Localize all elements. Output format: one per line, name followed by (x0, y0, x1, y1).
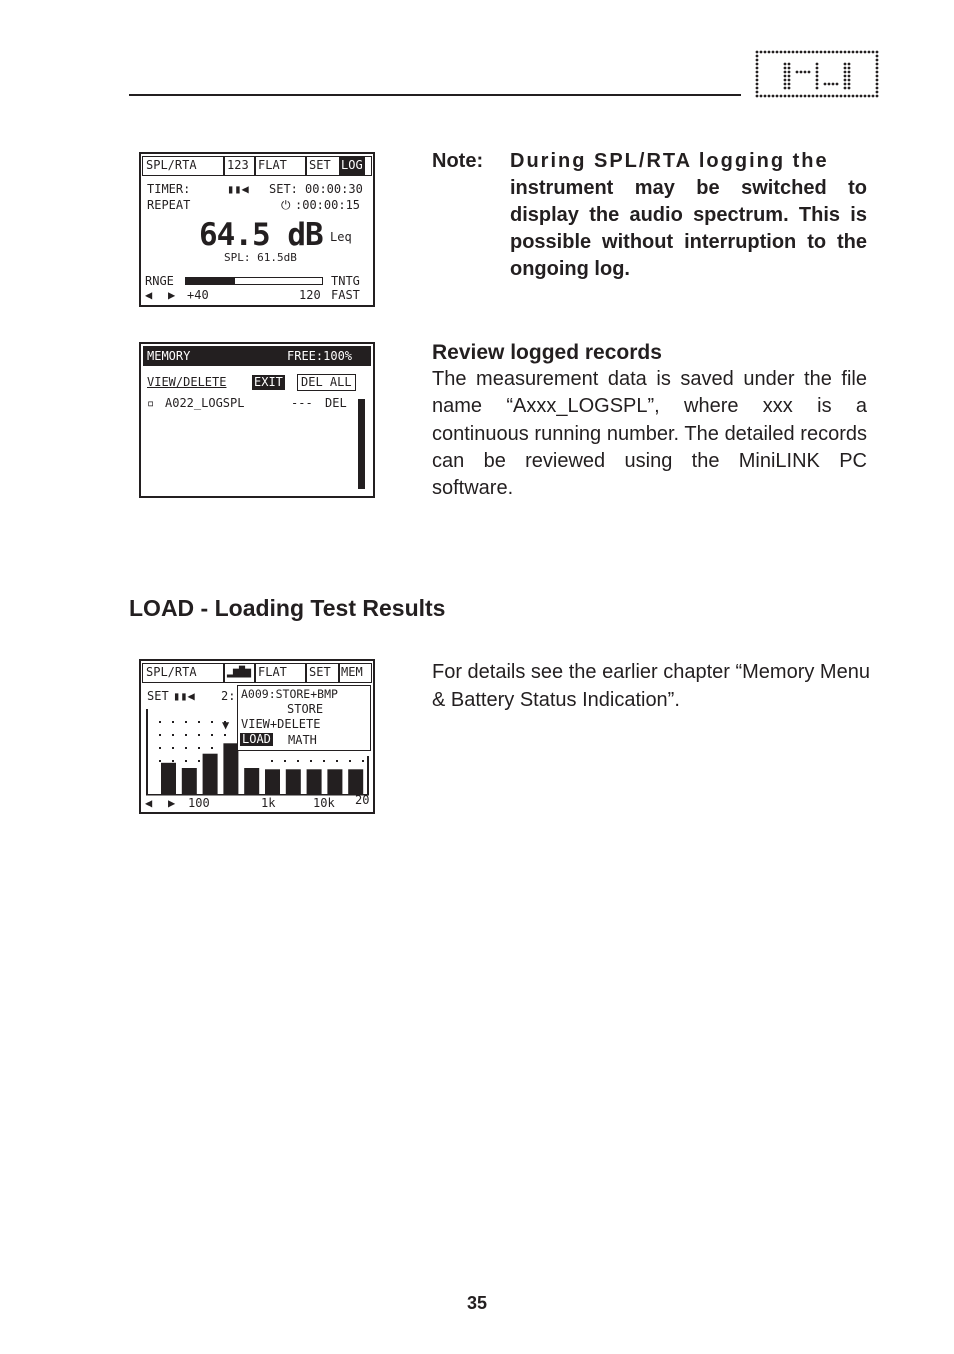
memory-free: FREE:100% (287, 349, 353, 363)
logo-dot (756, 59, 759, 62)
x-tick-label: 100 (188, 796, 210, 810)
logo-dot (756, 51, 759, 54)
logo-dot (784, 63, 787, 66)
logo-dot (776, 95, 779, 98)
leq-unit: Leq (330, 230, 352, 244)
range-min: +40 (187, 288, 209, 302)
range-max: 120 (299, 288, 321, 302)
lcd-screen-spl-log (139, 152, 375, 307)
logo-dot (788, 87, 791, 90)
logo-dot (828, 51, 831, 54)
logo-dot (824, 83, 827, 86)
arrow-down-icon: ▼ (222, 718, 230, 732)
timer-label: TIMER: (147, 182, 191, 196)
spl-readout: SPL: 61.5dB (224, 251, 297, 264)
logo-dot (876, 55, 879, 58)
logo-dot (824, 51, 827, 54)
logo-dot (784, 95, 787, 98)
lcd-tab: SPL/RTA (146, 158, 197, 172)
lcd-tab-active: LOG (339, 157, 365, 175)
logo-dot (848, 67, 851, 70)
logo-dot (756, 75, 759, 78)
logo-dot (844, 83, 847, 86)
logo-dot (876, 91, 879, 94)
logo-dot (772, 95, 775, 98)
logo-dot (852, 95, 855, 98)
logo-dot (832, 95, 835, 98)
logo-dot (844, 51, 847, 54)
tab-divider (223, 156, 225, 176)
grid-dot (198, 721, 200, 723)
spectrum-bar (244, 768, 259, 794)
grid-dot (159, 734, 161, 736)
grid-dot (185, 747, 187, 749)
logo-dot (772, 51, 775, 54)
x-tick-label: 20 (355, 793, 370, 807)
logo-dot (828, 83, 831, 86)
logo-dot (764, 95, 767, 98)
grid-dot (224, 747, 226, 749)
file-marker-icon: ▫ (147, 396, 155, 410)
logo-dot (756, 79, 759, 82)
spectrum-bar (265, 769, 280, 794)
logo-dot (756, 67, 759, 70)
logo-dot (784, 87, 787, 90)
logo-dot (864, 95, 867, 98)
logo-dot (768, 95, 771, 98)
logo-dot (856, 51, 859, 54)
logo-dot (800, 71, 803, 74)
memory-title: MEMORY (147, 349, 191, 363)
logo-dot (784, 79, 787, 82)
logo-dot (788, 75, 791, 78)
logo-dot (768, 51, 771, 54)
grid-dot (198, 747, 200, 749)
logo-dot (756, 71, 759, 74)
logo-dot (784, 51, 787, 54)
logo-dot (756, 55, 759, 58)
logo-dot (836, 95, 839, 98)
logo-dot (876, 51, 879, 54)
logo-dot (796, 51, 799, 54)
right-scale (367, 756, 369, 794)
logo-dot (848, 63, 851, 66)
spectrum-bar (286, 769, 301, 794)
logo-dot (848, 87, 851, 90)
spectrum-bar (161, 763, 176, 794)
logo-dot (864, 51, 867, 54)
file-dashes: --- (291, 396, 313, 410)
logo-dot (788, 63, 791, 66)
logo-dot (876, 83, 879, 86)
logo-dot (824, 95, 827, 98)
spectrum-bar (348, 769, 363, 794)
logo-dot (840, 51, 843, 54)
grid-dot (323, 760, 325, 762)
logo-dot (804, 71, 807, 74)
logo-dot (828, 95, 831, 98)
logo-dot (816, 75, 819, 78)
logo-dot (868, 51, 871, 54)
timer-icon: ⏻ (281, 198, 291, 212)
logo-dot (788, 83, 791, 86)
tab-divider (305, 156, 307, 176)
repeat-label: REPEAT (147, 198, 191, 212)
logo-dot (784, 67, 787, 70)
header-rule (129, 94, 741, 96)
grid-dot (198, 734, 200, 736)
mem-menu-file[interactable]: A009:STORE+BMP (241, 687, 338, 701)
pause-icon: ▮▮◀ (173, 689, 195, 703)
logo-dot (788, 71, 791, 74)
logo-dot (868, 95, 871, 98)
logo-dot (792, 95, 795, 98)
mem-menu-math[interactable]: MATH (288, 733, 317, 747)
logo-dot (804, 95, 807, 98)
corner-value: 2: (221, 689, 236, 703)
logo-dot (760, 51, 763, 54)
logo-dot (792, 51, 795, 54)
logo-dot (788, 95, 791, 98)
logo-dot (816, 87, 819, 90)
logo-dot (816, 67, 819, 70)
logo-dot (844, 63, 847, 66)
set-label: SET (147, 689, 169, 703)
logo-dot (876, 63, 879, 66)
logo-dot (812, 95, 815, 98)
page-number: 35 (466, 1293, 488, 1313)
lcd-tab: MEM (341, 665, 363, 679)
tab-divider (223, 663, 225, 683)
grid-dot (198, 760, 200, 762)
logo-dot (756, 83, 759, 86)
logo-dot (876, 87, 879, 90)
logo-dot (816, 83, 819, 86)
logo-dot (808, 51, 811, 54)
grid-dot (172, 747, 174, 749)
grid-dot (211, 721, 213, 723)
logo-dot (784, 75, 787, 78)
logo-dot (848, 95, 851, 98)
grid-dot (349, 760, 351, 762)
logo-dot (780, 95, 783, 98)
logo-dot (876, 75, 879, 78)
grid-dot (172, 760, 174, 762)
load-body: For details see the earlier chapter “Memory Menu & Battery Status Indication”. (432, 661, 870, 711)
grid-dot (224, 760, 226, 762)
tab-divider (254, 663, 256, 683)
baseline (146, 794, 369, 796)
file-name[interactable]: A022_LOGSPL (165, 396, 245, 410)
logo-dot (856, 95, 859, 98)
file-delete-button[interactable]: DEL (325, 396, 347, 410)
tab-divider (305, 663, 307, 683)
logo-dot (788, 67, 791, 70)
lcd-tab: SET (309, 665, 331, 679)
scrollbar[interactable] (358, 399, 365, 489)
grid-dot (211, 747, 213, 749)
logo-dot (852, 51, 855, 54)
review-body: The measurement data is saved under the file name “Axxx_LOGSPL”, where xxx is a continuous running number. The detailed records can be reviewed using the MiniLINK PC software. (432, 368, 867, 500)
grid-dot (185, 721, 187, 723)
tab-divider (338, 663, 340, 683)
logo-dot (876, 71, 879, 74)
logo-dot (816, 63, 819, 66)
logo-dot (756, 95, 759, 98)
logo-dot (836, 83, 839, 86)
logo-dot (872, 95, 875, 98)
grid-dot (172, 721, 174, 723)
grid-dot (271, 760, 273, 762)
view-delete-label: VIEW/DELETE (147, 375, 227, 389)
logo-dot (764, 51, 767, 54)
x-tick-label: 1k (261, 796, 276, 810)
section-heading: LOAD - Loading Test Results (129, 595, 446, 621)
grid-dot (172, 734, 174, 736)
arrow-right-icon: ▶ (168, 796, 176, 810)
note-text (510, 148, 867, 283)
logo-dot (848, 51, 851, 54)
logo-dot (756, 63, 759, 66)
logo-dot (844, 79, 847, 82)
note-line1: During SPL/RTA logging the (510, 150, 829, 172)
tab-divider (254, 156, 256, 176)
logo-dot (876, 95, 879, 98)
logo-dot (796, 71, 799, 74)
mem-menu-store[interactable]: STORE (287, 702, 324, 716)
logo-dot (816, 51, 819, 54)
mem-menu-view-delete[interactable]: VIEW+DELETE (241, 717, 321, 731)
logo-dot (860, 51, 863, 54)
logo-dot (780, 51, 783, 54)
logo-dot (872, 51, 875, 54)
y-axis (146, 709, 148, 794)
logo-dot (820, 51, 823, 54)
brand-logo-icon (755, 50, 879, 98)
grid-dot (159, 721, 161, 723)
grid-dot (362, 760, 364, 762)
logo-dot (844, 95, 847, 98)
level-bar-fill (186, 278, 235, 284)
logo-dot (784, 71, 787, 74)
logo-dot (848, 83, 851, 86)
note-label: Note: (432, 150, 484, 172)
logo-dot (756, 91, 759, 94)
arrow-right-icon: ▶ (168, 288, 176, 302)
logo-dot (760, 95, 763, 98)
set-value: 00:00:30 (305, 182, 363, 196)
lcd-tab: 123 (227, 158, 249, 172)
logo-dot (832, 83, 835, 86)
logo-dot (816, 71, 819, 74)
spectrum-bar (307, 769, 322, 794)
logo-dot (848, 75, 851, 78)
logo-dot (844, 87, 847, 90)
pause-icon: ▮▮◀ (227, 182, 249, 196)
logo-dot (840, 95, 843, 98)
logo-dot (844, 75, 847, 78)
logo-dot (804, 51, 807, 54)
logo-dot (844, 67, 847, 70)
logo-dot (848, 71, 851, 74)
grid-dot (185, 734, 187, 736)
spectrum-bar (327, 769, 342, 794)
grid-dot (211, 760, 213, 762)
bars-icon: ▂▆█▆ (227, 667, 252, 678)
logo-dot (836, 51, 839, 54)
logo-dot (848, 79, 851, 82)
logo-dot (816, 95, 819, 98)
speed-label: FAST (331, 288, 360, 302)
logo-dot (860, 95, 863, 98)
logo-dot (800, 51, 803, 54)
note-rest: instrument may be switched to display the audio spectrum. This is possible without interruption to the ongoing log. (510, 177, 867, 280)
logo-dot (816, 79, 819, 82)
grid-dot (185, 760, 187, 762)
exit-button[interactable]: EXIT (254, 375, 283, 389)
grid-dot (159, 760, 161, 762)
x-tick-label: 10k (313, 796, 335, 810)
logo-dot (876, 67, 879, 70)
logo-dot (812, 51, 815, 54)
grid-dot (310, 760, 312, 762)
logo-dot (756, 87, 759, 90)
delete-all-button[interactable]: DEL ALL (297, 374, 356, 391)
logo-dot (844, 71, 847, 74)
logo-dot (784, 83, 787, 86)
arrow-left-icon: ◀ (145, 288, 153, 302)
set-label: SET: (269, 182, 298, 196)
repeat-value: :00:00:15 (295, 198, 361, 212)
logo-dot (820, 95, 823, 98)
logo-dot (876, 59, 879, 62)
level-bar (185, 277, 323, 285)
logo-dot (788, 79, 791, 82)
logo-dot (800, 95, 803, 98)
lcd-tab: FLAT (258, 158, 287, 172)
mem-menu-load[interactable]: LOAD (242, 732, 271, 746)
grid-dot (211, 734, 213, 736)
logo-dot (796, 95, 799, 98)
logo-dot (832, 51, 835, 54)
grid-dot (159, 747, 161, 749)
lcd-screen-memory (139, 342, 375, 498)
lcd-tab: SPL/RTA (146, 665, 197, 679)
logo-dot (808, 71, 811, 74)
logo-dot (776, 51, 779, 54)
lcd-screen-load (139, 659, 375, 814)
weighting-label: TNTG (331, 274, 360, 288)
review-heading: Review logged records (432, 341, 662, 364)
grid-dot (297, 760, 299, 762)
lcd-tab: SET (309, 158, 331, 172)
logo-dot (808, 95, 811, 98)
lcd-tab: FLAT (258, 665, 287, 679)
logo-dot (876, 79, 879, 82)
spectrum-bar (203, 754, 218, 794)
leq-value: 64.5 dB (199, 217, 323, 253)
grid-dot (224, 734, 226, 736)
logo-dot (788, 51, 791, 54)
arrow-left-icon: ◀ (145, 796, 153, 810)
spectrum-bar (182, 768, 197, 794)
grid-dot (284, 760, 286, 762)
grid-dot (336, 760, 338, 762)
range-label: RNGE (145, 274, 174, 288)
